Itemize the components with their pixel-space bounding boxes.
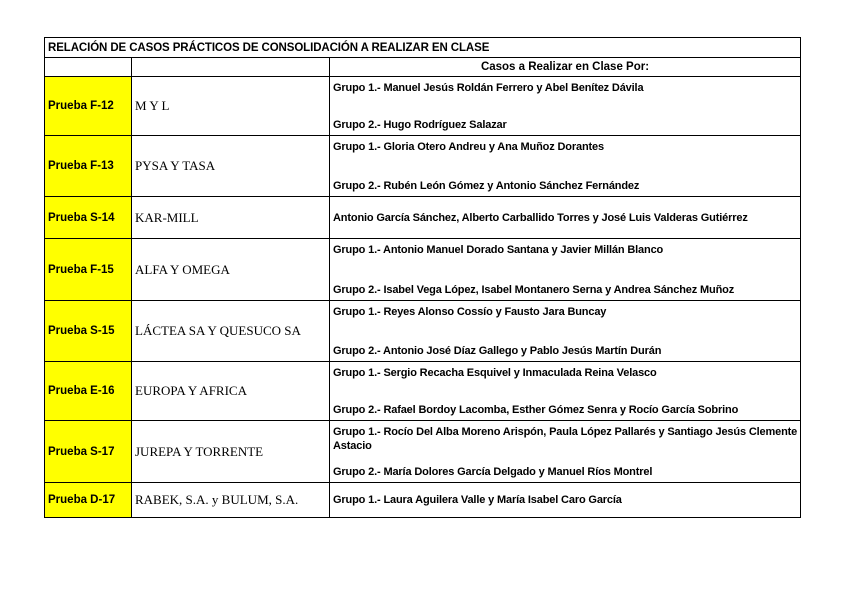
table-row: [45, 301, 801, 362]
company-cell: EUROPA Y AFRICA: [132, 362, 330, 421]
group-line: Grupo 1.- Laura Aguilera Valle y María Isabel Caro García: [333, 494, 622, 506]
company-cell: JUREPA Y TORRENTE: [132, 421, 330, 483]
group-line: Grupo 2.- Rafael Bordoy Lacomba, Esther Gómez Senra y Rocío García Sobrino: [333, 403, 739, 416]
groups-cell: [330, 362, 801, 421]
groups-cell: [330, 197, 801, 239]
groups-cell: [330, 136, 801, 197]
table-row: [45, 362, 801, 421]
company-cell: KAR-MILL: [132, 197, 330, 239]
group-line: Grupo 1.- Manuel Jesús Roldán Ferrero y Abel Benítez Dávila: [333, 81, 644, 94]
table-row: [45, 239, 801, 301]
table-row: [45, 77, 801, 136]
company-cell: RABEK, S.A. y BULUM, S.A.: [132, 483, 330, 518]
test-code-cell: Prueba S-15: [45, 301, 132, 362]
company-cell: M Y L: [132, 77, 330, 136]
group-line: Grupo 2.- Isabel Vega López, Isabel Montanero Serna y Andrea Sánchez Muñoz: [333, 283, 735, 296]
table-row: [45, 197, 801, 239]
header-row: [45, 58, 801, 77]
title-row: [45, 38, 801, 58]
test-code-cell: Prueba E-16: [45, 362, 132, 421]
table-title: RELACIÓN DE CASOS PRÁCTICOS DE CONSOLIDACIÓN A REALIZAR EN CLASE: [45, 38, 801, 58]
column-header: Casos a Realizar en Clase Por:: [330, 58, 801, 77]
test-code-cell: Prueba F-12: [45, 77, 132, 136]
groups-cell: [330, 421, 801, 483]
test-code-cell: Prueba S-14: [45, 197, 132, 239]
group-line: Grupo 1.- Sergio Recacha Esquivel y Inmaculada Reina Velasco: [333, 366, 657, 379]
table-row: [45, 483, 801, 518]
group-line: Grupo 1.- Reyes Alonso Cossío y Fausto Jara Buncay: [333, 305, 607, 318]
table-row: [45, 421, 801, 483]
groups-cell: [330, 77, 801, 136]
test-code-cell: Prueba S-17: [45, 421, 132, 483]
company-cell: LÁCTEA SA Y QUESUCO SA: [132, 301, 330, 362]
company-cell: ALFA Y OMEGA: [132, 239, 330, 301]
table-row: [45, 136, 801, 197]
group-line: Grupo 1.- Antonio Manuel Dorado Santana y Javier Millán Blanco: [333, 243, 664, 256]
group-line: Grupo 2.- Antonio José Díaz Gallego y Pablo Jesús Martín Durán: [333, 344, 662, 357]
company-cell: PYSA Y TASA: [132, 136, 330, 197]
test-code-cell: Prueba F-13: [45, 136, 132, 197]
test-code-cell: Prueba D-17: [45, 483, 132, 518]
group-line: Grupo 1.- Gloria Otero Andreu y Ana Muñoz Dorantes: [333, 140, 604, 153]
groups-cell: [330, 301, 801, 362]
group-line: Grupo 1.- Rocío Del Alba Moreno Arispón, Paula López Pallarés y Santiago Jesús Clemente Astacio: [333, 425, 798, 452]
groups-cell: [330, 483, 801, 518]
group-line: Grupo 2.- Hugo Rodríguez Salazar: [333, 118, 507, 131]
group-line: Grupo 2.- Rubén León Gómez y Antonio Sánchez Fernández: [333, 179, 640, 192]
group-line: Antonio García Sánchez, Alberto Carballido Torres y José Luis Valderas Gutiérrez: [333, 211, 748, 224]
group-line: Grupo 2.- María Dolores García Delgado y Manuel Ríos Montrel: [333, 465, 653, 478]
test-code-cell: Prueba F-15: [45, 239, 132, 301]
groups-cell: [330, 239, 801, 301]
cases-table: [44, 37, 801, 518]
header-empty-cell-1: [45, 58, 132, 77]
header-empty-cell-2: [132, 58, 330, 77]
